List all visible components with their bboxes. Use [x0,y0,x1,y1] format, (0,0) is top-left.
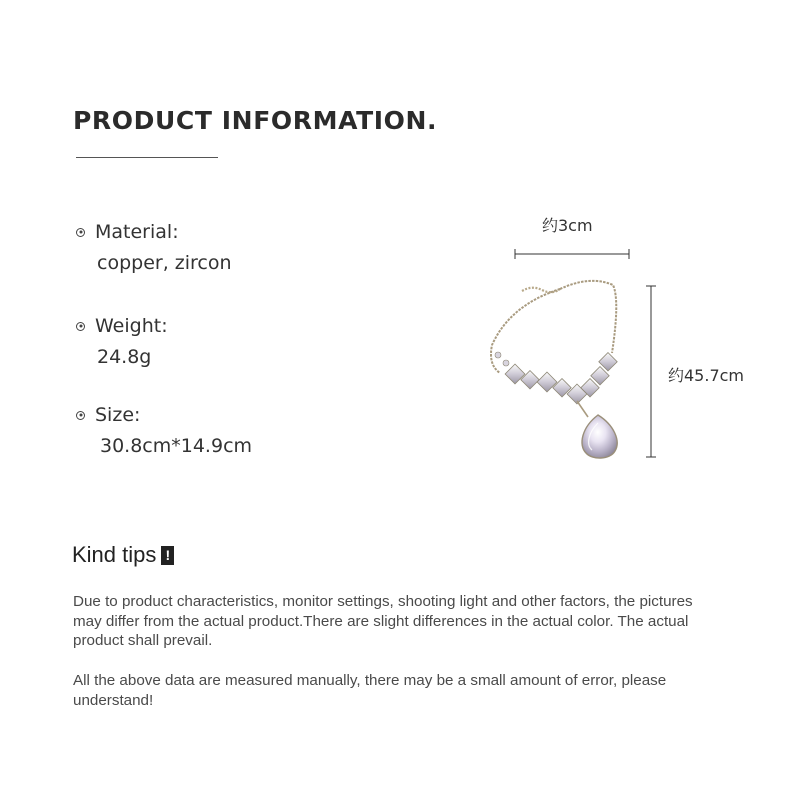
width-dimension-label: 约3cm [542,216,593,235]
tips-paragraph-disclaimer: Due to product characteristics, monitor settings, shooting light and other factors, the pictures may differ from the actual product.There are slight differences in the actual color. The actual product shall prevail. [73,593,693,649]
necklace-illustration [470,205,760,475]
tips-paragraph-measurement: All the above data are measured manually, there may be a small amount of error, please understand! [73,672,667,709]
spec-weight-label: Weight: [95,315,168,337]
spec-material-value: copper, zircon [97,252,232,274]
bullet-icon [76,411,85,420]
teardrop-pendant [577,401,617,458]
spec-size-label: Size: [95,404,141,426]
necklace-stones [495,352,617,404]
kind-tips-heading [72,542,174,568]
spec-material-label: Material: [95,221,179,243]
spec-weight-value: 24.8g [97,346,152,368]
bullet-icon [76,228,85,237]
spec-size-value: 30.8cm*14.9cm [100,435,253,457]
height-dimension-label: 约45.7cm [668,366,745,385]
width-dimension-line [515,249,629,259]
spec-material [76,221,232,274]
exclamation-icon: ! [161,546,174,565]
product-figure [470,205,760,475]
title-underline [76,157,218,158]
spec-size [76,404,252,457]
page-title: PRODUCT INFORMATION. [73,106,438,135]
bullet-icon [76,322,85,331]
kind-tips-label: Kind tips [72,542,157,567]
spec-weight [76,315,168,368]
height-dimension-line [646,286,656,457]
